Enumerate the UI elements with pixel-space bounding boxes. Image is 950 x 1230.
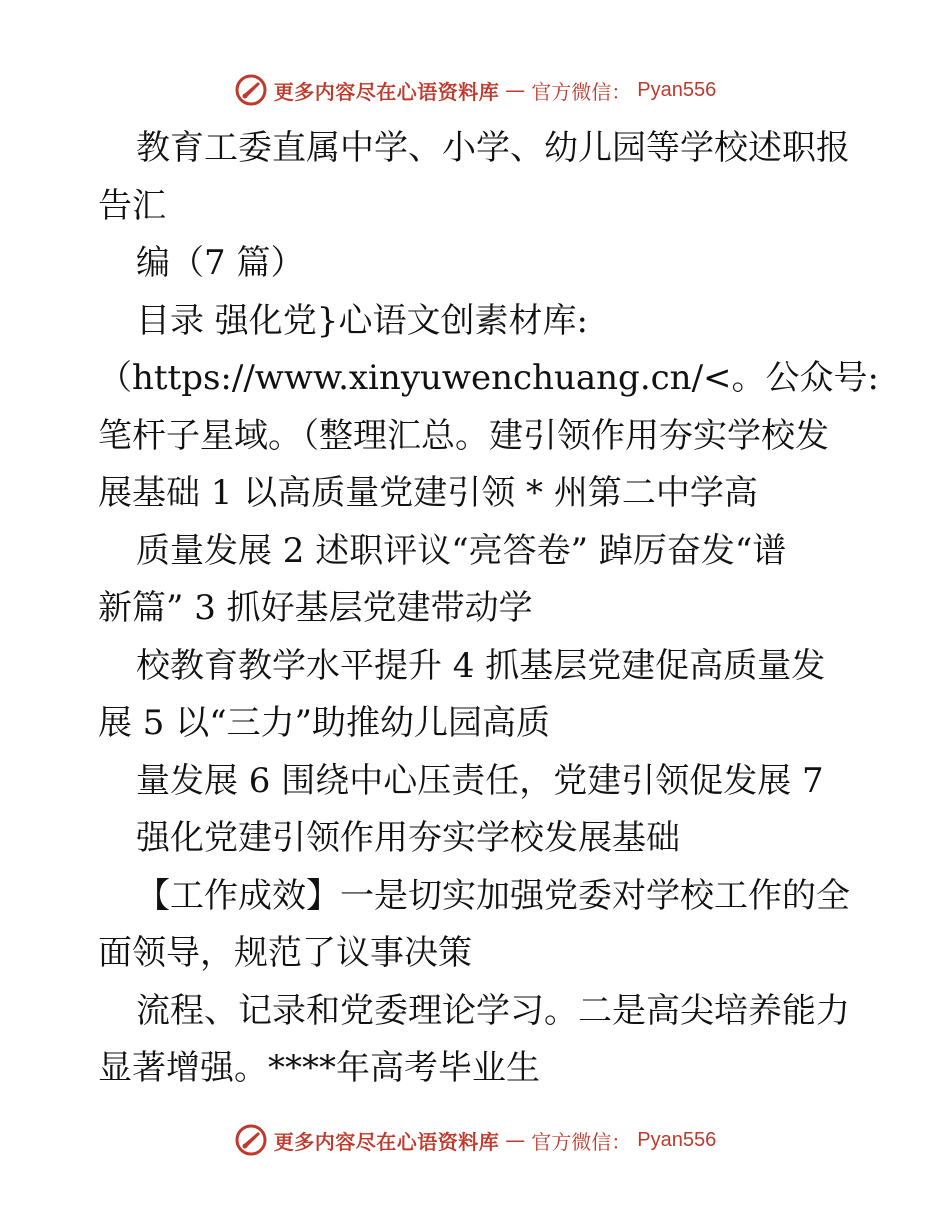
- body-line: 笔杆子星域。（整理汇总。建引领作用夯实学校发: [98, 415, 829, 456]
- body-line: 展基础 1 以高质量党建引领 * 州第二中学高: [98, 473, 758, 513]
- body-line: 显著增强。****年高考毕业生: [98, 1048, 540, 1088]
- body-line: 编（7 篇）: [136, 243, 305, 283]
- body-line: 面领导，规范了议事决策: [98, 933, 472, 973]
- promo-text: 更多内容尽在心语资料库: [273, 79, 500, 104]
- promo-dash: —: [505, 78, 526, 102]
- wechat-label: 官方微信：: [531, 79, 632, 104]
- brand-logo-icon: [234, 73, 268, 107]
- body-line: 【工作成效】一是切实加强党委对学校工作的全: [136, 875, 850, 916]
- body-line: 告汇: [98, 185, 166, 226]
- body-line: 教育工委直属中学、小学、幼儿园等学校述职报: [136, 128, 850, 168]
- body-line: 流程、记录和党委理论学习。二是高尖培养能力: [136, 990, 850, 1031]
- promo-text: 更多内容尽在心语资料库: [273, 1129, 500, 1154]
- body-line: 量发展 6 围绕中心压责任，党建引领促发展 7: [136, 760, 824, 801]
- body-line: 质量发展 2 述职评议“亮答卷” 踔厉奋发“谱: [136, 530, 787, 571]
- wechat-id: Pyan556: [637, 78, 717, 101]
- brand-logo-icon: [234, 1123, 268, 1157]
- header-watermark-banner: [0, 70, 950, 110]
- wechat-id: Pyan556: [637, 1128, 717, 1151]
- footer-watermark-banner: [0, 1120, 950, 1160]
- body-line: 新篇” 3 抓好基层党建带动学: [98, 588, 533, 628]
- promo-dash: —: [505, 1128, 526, 1152]
- body-line: 强化党建引领作用夯实学校发展基础: [136, 818, 680, 858]
- body-line: 校教育教学水平提升 4 抓基层党建促高质量发: [136, 645, 826, 686]
- body-line: 目录 强化党}心语文创素材库:: [136, 300, 588, 341]
- wechat-label: 官方微信：: [531, 1129, 632, 1154]
- document-body: [98, 120, 879, 1098]
- body-line: （https://www.xinyuwenchuang.cn/<。公众号:: [98, 358, 879, 398]
- body-line: 展 5 以“三力”助推幼儿园高质: [98, 703, 551, 743]
